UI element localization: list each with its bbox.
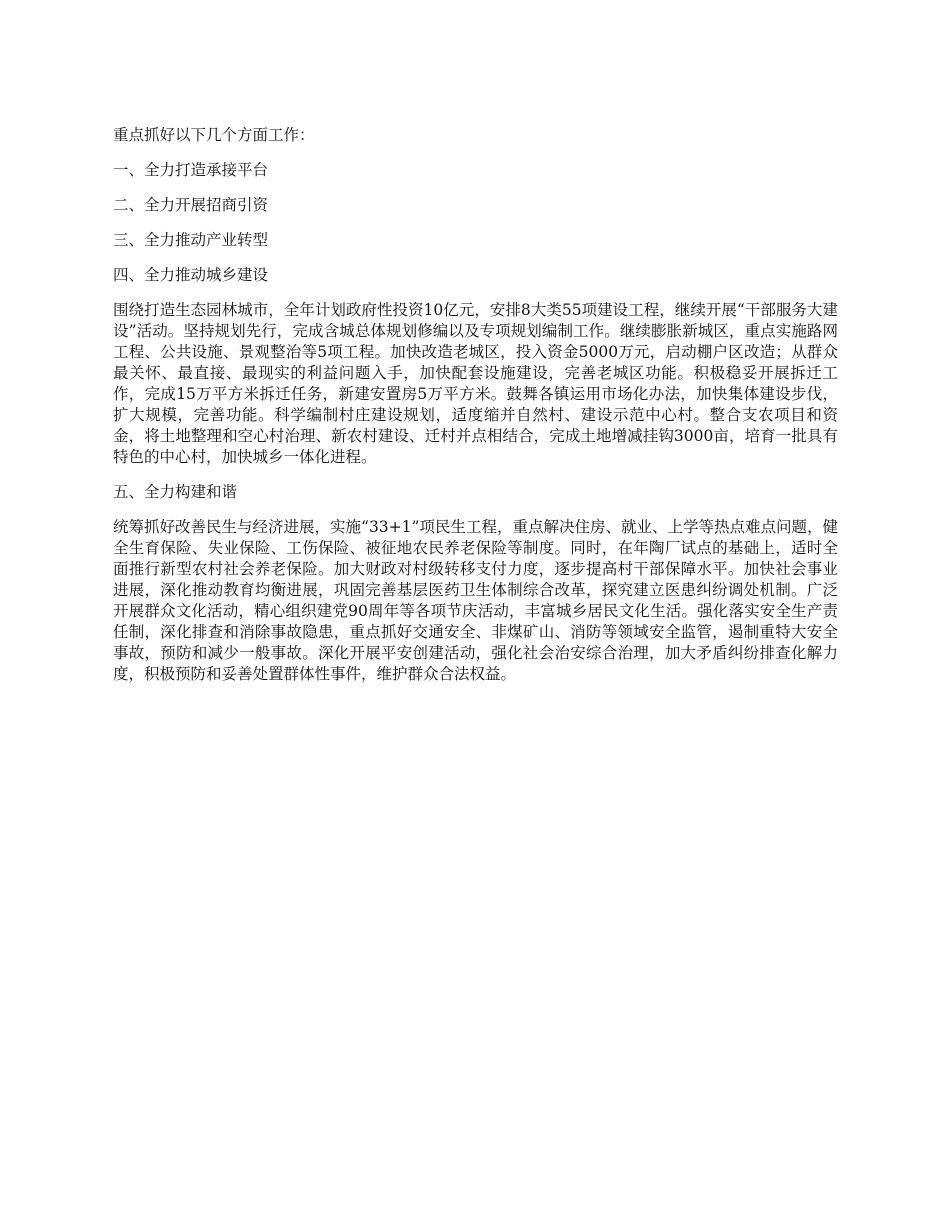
section-heading-2: 二、全力开展招商引资: [113, 196, 269, 214]
section-heading-5: 五、全力构建和谐: [113, 483, 238, 501]
section-paragraph-4: 围绕打造生态园林城市，全年计划政府性投资10亿元，安排8大类55项建设工程，继续开展“干部服务大建设”活动。坚持规划先行，完成含城总体规划修编以及专项规划编制工作。继续膨胀新城区，重点实施路网工程、公共设施、景观整治等5项工程。加快改造老城区，投入资金5000万元，启动棚户区改造；从群众最关怀、最直接、最现实的利益问题入手，加快配套设施建设，完善老城区功能。积极稳妥开展拆迁工作，完成15万平方米拆迁任务，新建安置房5万平方米。鼓舞各镇运用市场化办法，加快集体建设步伐，扩大规模，完善功能。科学编制村庄建设规划，适度缩并自然村、建设示范中心村。整合支农项目和资金，将土地整理和空心村治理、新农村建设、迁村并点相结合，完成土地增减挂钩3000亩，培育一批具有特色的中心村，加快城乡一体化进程。: [113, 301, 838, 466]
intro-text: 重点抓好以下几个方面工作：: [113, 126, 315, 144]
section-paragraph-5: 统筹抓好改善民生与经济进展，实施“33+1”项民生工程，重点解决住房、就业、上学等热点难点问题，健全生育保险、失业保险、工伤保险、被征地农民养老保险等制度。同时，在年陶厂试点的基础上，适时全面推行新型农村社会养老保险。加大财政对村级转移支付力度，逐步提高村干部保障水平。加快社会事业进展，深化推动教育均衡进展，巩固完善基层医药卫生体制综合改革，探究建立医患纠纷调处机制。广泛开展群众文化活动，精心组织建党90周年等各项节庆活动，丰富城乡居民文化生活。强化落实安全生产责任制，深化排查和消除事故隐患，重点抓好交通安全、非煤矿山、消防等领域安全监管，遏制重特大安全事故，预防和减少一般事故。深化开展平安创建活动，强化社会治安综合治理，加大矛盾纠纷排查化解力度，积极预防和妥善处置群体性事件，维护群众合法权益。: [113, 518, 838, 683]
section-heading-4: 四、全力推动城乡建设: [113, 266, 269, 284]
document-body: [113, 125, 838, 699]
section-heading-1: 一、全力打造承接平台: [113, 161, 269, 179]
section-heading-3: 三、全力推动产业转型: [113, 231, 269, 249]
